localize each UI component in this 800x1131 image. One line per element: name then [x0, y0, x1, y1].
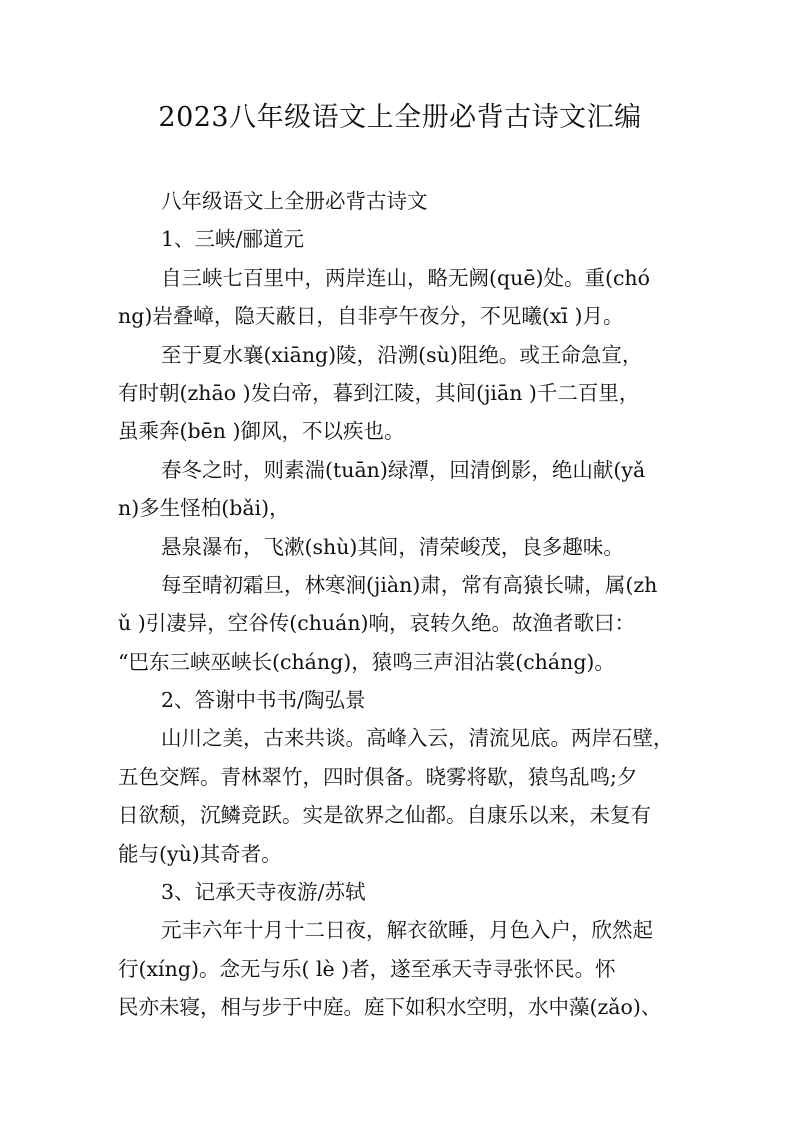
text-line: 虽乘奔(bēn )御风，不以疾也。 — [118, 419, 405, 444]
text-line: 八年级语文上全册必背古诗文 — [161, 189, 428, 213]
text-line: 2、答谢中书书/陶弘景 — [161, 688, 366, 713]
text-line: ng)岩叠嶂，隐天蔽日，自非亭午夜分，不见曦(xī )月。 — [118, 304, 624, 329]
text-line: 行(xíng)。念无与乐( lè )者，遂至承天寺寻张怀民。怀 — [118, 956, 616, 981]
text-line: 春冬之时，则素湍(tuān)绿潭，回清倒影，绝山献(yǎ — [161, 457, 646, 482]
text-line: 自三峡七百里中，两岸连山，略无阙(quē)处。重(chó — [161, 265, 650, 290]
text-line: 民亦未寝，相与步于中庭。庭下如积水空明，水中藻(zǎo)、 — [118, 995, 662, 1020]
text-line: 每至晴初霜旦，林寒涧(jiàn)肃，常有高猿长啸，属(zh — [161, 572, 658, 597]
text-line: 1、三峡/郦道元 — [161, 227, 304, 252]
text-line: 3、记承天寺夜游/苏轼 — [161, 880, 366, 905]
text-line: n)多生怪柏(bǎi)， — [118, 496, 290, 521]
text-line: 能与(yù)其奇者。 — [118, 841, 282, 866]
document-title: 2023八年级语文上全册必背古诗文汇编 — [158, 102, 642, 133]
text-line: 元丰六年十月十二日夜，解衣欲睡，月色入户，欣然起 — [161, 918, 653, 943]
text-line: 有时朝(zhāo )发白帝，暮到江陵，其间(jiān )千二百里， — [118, 380, 640, 405]
text-line: 至于夏水襄(xiāng)陵，沿溯(sù)阻绝。或王命急宣， — [161, 342, 643, 367]
text-line: 五色交辉。青林翠竹，四时俱备。晓雾将歇，猿鸟乱鸣;夕 — [118, 764, 638, 789]
text-line: 悬泉瀑布，飞漱(shù)其间，清荣峻茂，良多趣味。 — [161, 534, 624, 559]
text-line: 日欲颓，沉鳞竞跃。实是欲界之仙都。自康乐以来，未复有 — [118, 803, 651, 828]
text-line: 山川之美，古来共谈。高峰入云，清流见底。两岸石壁， — [161, 726, 674, 751]
document-body — [118, 182, 718, 1027]
text-line: ǔ )引凄异，空谷传(chuán)响，哀转久绝。故渔者歌曰： — [118, 611, 636, 636]
text-line: “巴东三峡巫峡长(cháng)，猿鸣三声泪沾裳(cháng)。 — [118, 649, 615, 674]
